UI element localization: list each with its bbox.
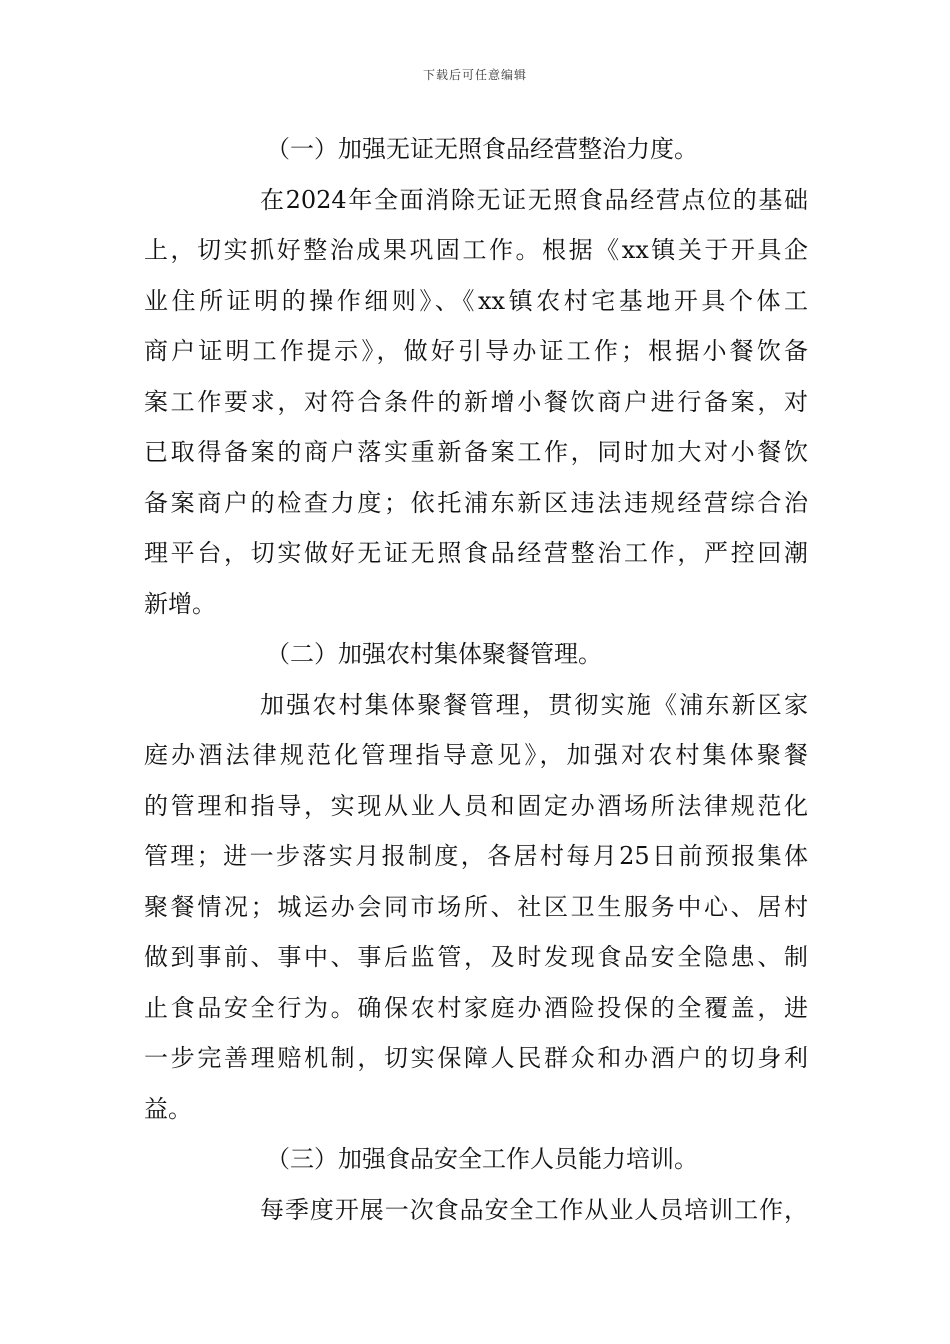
paragraph-line: 在2024年全面消除无证无照食品经营点位的基础 bbox=[260, 185, 808, 214]
paragraph-line: 备案商户的检查力度；依托浦东新区违法违规经营综合治 bbox=[144, 488, 808, 517]
section-heading: （三）加强食品安全工作人员能力培训。 bbox=[266, 1145, 698, 1173]
paragraph-line: 止食品安全行为。确保农村家庭办酒险投保的全覆盖，进 bbox=[144, 993, 808, 1022]
paragraph-line: 的管理和指导，实现从业人员和固定办酒场所法律规范化 bbox=[144, 791, 808, 820]
document-body bbox=[144, 124, 808, 1235]
section-heading: （二）加强农村集体聚餐管理。 bbox=[266, 640, 602, 668]
paragraph-line: 理平台，切实做好无证无照食品经营整治工作，严控回潮 bbox=[144, 539, 808, 567]
paragraph-line: 加强农村集体聚餐管理，贯彻实施《浦东新区家 bbox=[260, 690, 808, 719]
paragraph-line: 益。 bbox=[144, 1094, 192, 1123]
paragraph-line: 案工作要求，对符合条件的新增小餐饮商户进行备案，对 bbox=[144, 387, 808, 416]
section-heading: （一）加强无证无照食品经营整治力度。 bbox=[266, 135, 698, 163]
paragraph-line: 已取得备案的商户落实重新备案工作，同时加大对小餐饮 bbox=[144, 438, 808, 466]
paragraph-line: 上，切实抓好整治成果巩固工作。根据《xx镇关于开具企 bbox=[144, 236, 808, 264]
paragraph-line: 聚餐情况；城运办会同市场所、社区卫生服务中心、居村 bbox=[144, 892, 808, 921]
paragraph-line: 业住所证明的操作细则》、《xx镇农村宅基地开具个体工 bbox=[144, 286, 808, 315]
paragraph-line: 做到事前、事中、事后监管，及时发现食品安全隐患、制 bbox=[144, 943, 808, 971]
paragraph-line: 新增。 bbox=[144, 589, 216, 618]
paragraph-line: 每季度开展一次食品安全工作从业人员培训工作， bbox=[260, 1195, 808, 1224]
header-note: 下载后可任意编辑 bbox=[422, 68, 527, 82]
paragraph-line: 一步完善理赔机制，切实保障人民群众和办酒户的切身利 bbox=[144, 1044, 808, 1072]
paragraph-line: 庭办酒法律规范化管理指导意见》，加强对农村集体聚餐 bbox=[144, 741, 808, 769]
paragraph-line: 管理；进一步落实月报制度，各居村每月25日前预报集体 bbox=[144, 842, 808, 870]
paragraph-line: 商户证明工作提示》，做好引导办证工作；根据小餐饮备 bbox=[144, 337, 808, 365]
